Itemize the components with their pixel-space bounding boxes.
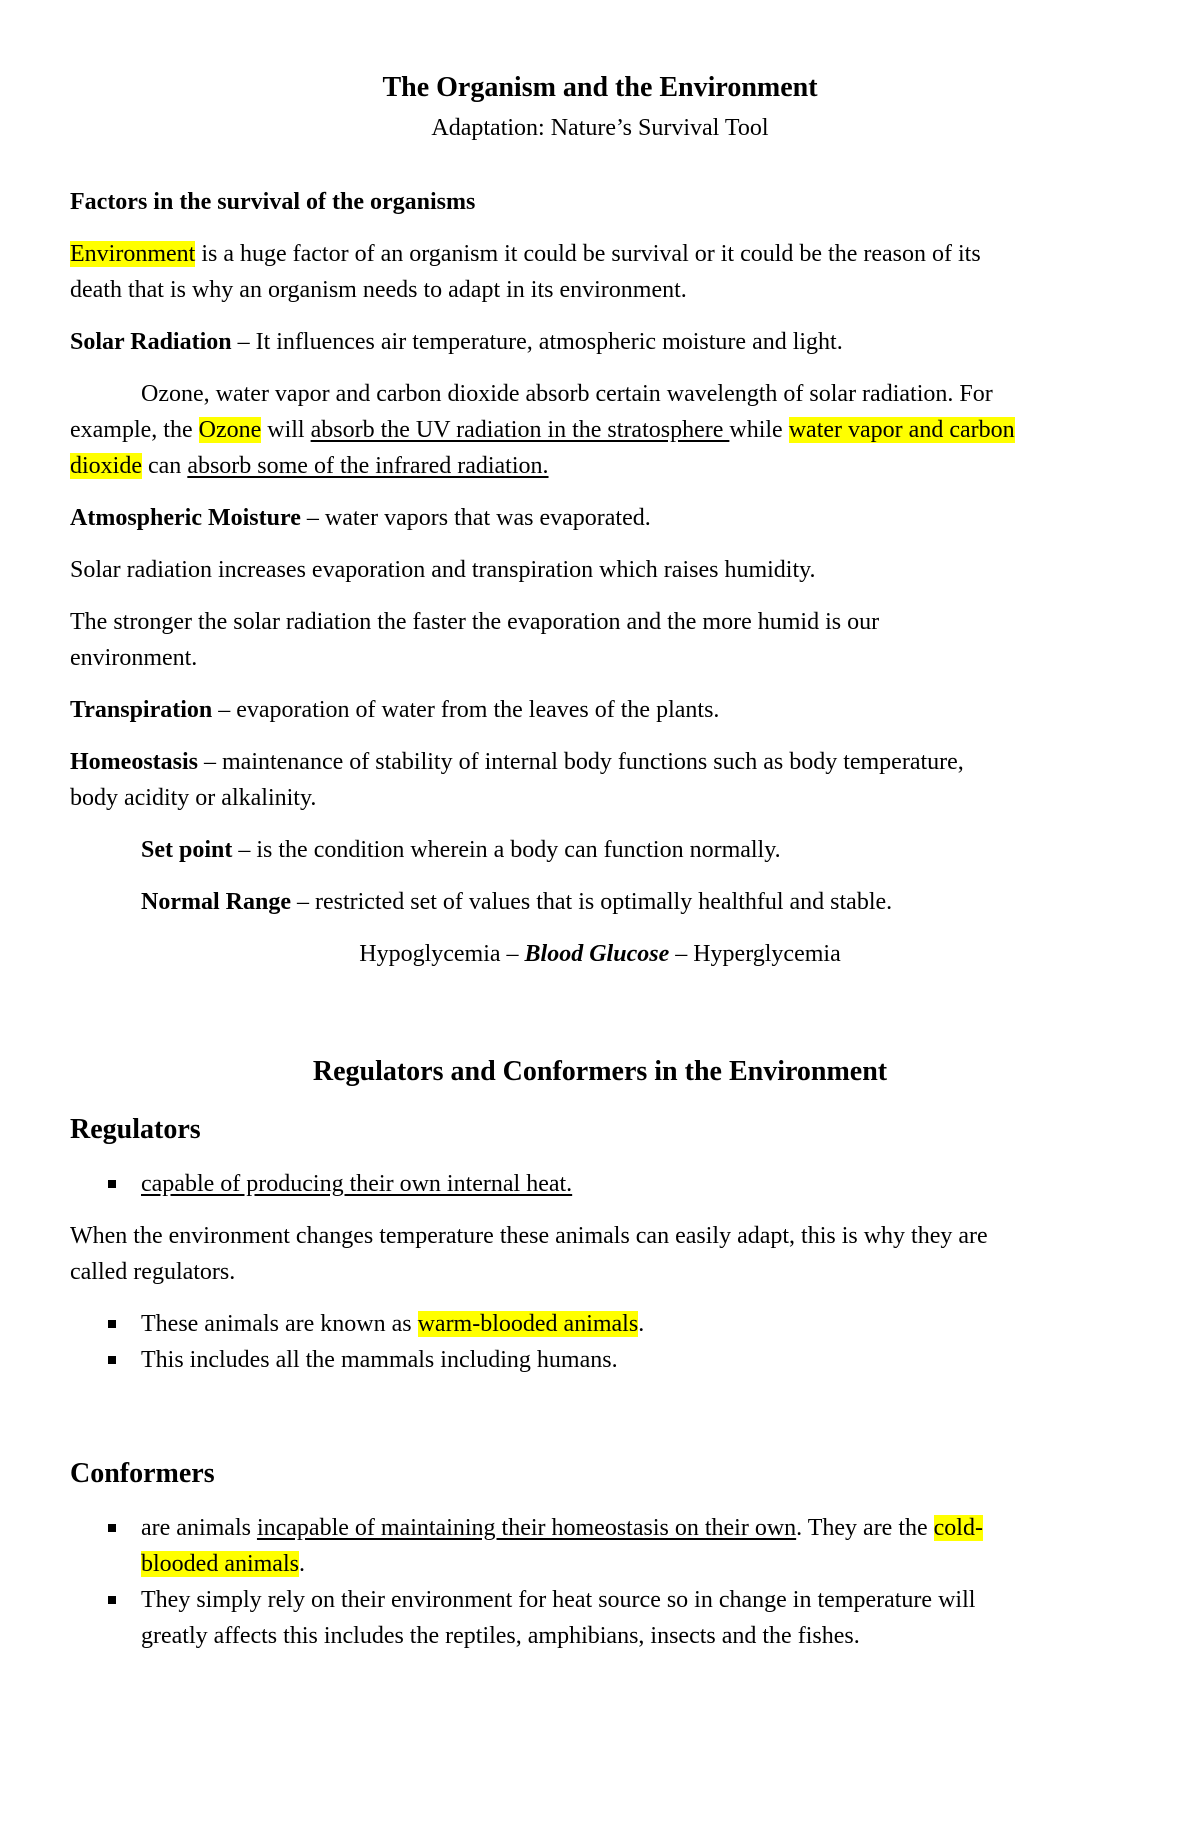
conformers-bullet-1-line-2 <box>141 1548 305 1580</box>
conformers-bullet-2-line-1: They simply rely on their environment for heat source so in change in temperature will <box>141 1587 976 1613</box>
ozone-line-3 <box>70 450 549 482</box>
set-point-text: – is the condition wherein a body can function normally. <box>232 837 781 863</box>
regulators-para-line-1: When the environment changes temperature these animals can easily adapt, this is why they are <box>70 1223 988 1249</box>
regulators-bullet-2-text-a: These animals are known as <box>141 1311 418 1337</box>
infrared-underline: absorb some of the infrared radiation. <box>187 453 549 479</box>
dioxide-highlight: dioxide <box>70 453 142 479</box>
conformers-bullet-1-text-a: are animals <box>141 1515 257 1541</box>
normal-range-line <box>141 886 892 918</box>
uv-underline: absorb the UV radiation in the stratosphere <box>310 417 730 443</box>
bullet-icon <box>108 1596 116 1604</box>
homeostasis-line-1 <box>70 746 964 778</box>
stronger-line-1: The stronger the solar radiation the faster the evaporation and the more humid is our <box>70 609 880 635</box>
ozone-line-2 <box>70 414 1015 446</box>
hypoglycemia-text: Hypoglycemia – <box>359 941 525 967</box>
homeostasis-line-2: body acidity or alkalinity. <box>70 785 317 811</box>
moisture-text: – water vapors that was evaporated. <box>300 505 651 531</box>
bullet-icon <box>108 1356 116 1364</box>
moisture-term: Atmospheric Moisture <box>70 505 301 531</box>
section-title-regulators-conformers: Regulators and Conformers in the Environment <box>312 1056 888 1087</box>
conformers-bullet-1-line-1 <box>141 1512 983 1544</box>
regulators-heading: Regulators <box>70 1114 201 1145</box>
solar-radiation-term: Solar Radiation <box>70 329 232 355</box>
glucose-line <box>0 938 1200 970</box>
regulators-bullet-1-text: capable of producing their own internal heat. <box>141 1171 573 1197</box>
water-vapor-highlight: water vapor and carbon <box>788 417 1015 443</box>
solar-radiation-line <box>70 326 843 358</box>
conformers-bullet-2-line-2: greatly affects this includes the reptiles, amphibians, insects and the fishes. <box>141 1623 860 1649</box>
document-title: The Organism and the Environment <box>382 72 818 103</box>
homeostasis-text: – maintenance of stability of internal body functions such as body temperature, <box>198 749 964 775</box>
environment-line-2: death that is why an organism needs to adapt in its environment. <box>70 277 687 303</box>
bullet-icon <box>108 1320 116 1328</box>
normal-range-term: Normal Range <box>141 889 291 915</box>
cold-highlight: cold- <box>933 1515 983 1541</box>
environment-text: is a huge factor of an organism it could be survival or it could be the reason of its <box>195 241 981 267</box>
normal-range-text: – restricted set of values that is optimally healthful and stable. <box>290 889 893 915</box>
set-point-term: Set point <box>141 837 233 863</box>
environment-term: Environment <box>70 241 196 267</box>
regulators-bullet-1 <box>141 1168 572 1200</box>
conformers-bullet-1-text-c: . <box>298 1551 305 1577</box>
environment-line-1 <box>70 238 981 270</box>
conformers-heading: Conformers <box>70 1458 215 1489</box>
bullet-icon <box>108 1180 116 1188</box>
regulators-bullet-2 <box>141 1308 644 1340</box>
ozone-text-d: can <box>142 453 188 479</box>
moisture-line <box>70 502 651 534</box>
homeostasis-term: Homeostasis <box>70 749 198 775</box>
stronger-line-2: environment. <box>70 645 198 671</box>
transpiration-line <box>70 694 719 726</box>
ozone-text-b: will <box>261 417 311 443</box>
transpiration-term: Transpiration <box>70 697 213 723</box>
ozone-text-c: while <box>729 417 789 443</box>
bullet-icon <box>108 1524 116 1532</box>
solar-evap-line: Solar radiation increases evaporation and transpiration which raises humidity. <box>70 557 816 583</box>
transpiration-text: – evaporation of water from the leaves of the plants. <box>212 697 720 723</box>
regulators-para-line-2: called regulators. <box>70 1259 236 1285</box>
incapable-underline: incapable of maintaining their homeostasis on their own <box>256 1515 797 1541</box>
conformers-bullet-1-text-b: . They are the <box>796 1515 934 1541</box>
blooded-animals-highlight: blooded animals <box>141 1551 299 1577</box>
factors-heading: Factors in the survival of the organisms <box>70 189 476 215</box>
blood-glucose-text: Blood Glucose <box>524 941 670 967</box>
ozone-highlight: Ozone <box>198 417 262 443</box>
ozone-text-a: example, the <box>70 417 199 443</box>
regulators-bullet-3: This includes all the mammals including humans. <box>141 1347 618 1373</box>
hyperglycemia-text: – Hyperglycemia <box>669 941 841 967</box>
regulators-bullet-2-text-b: . <box>638 1311 645 1337</box>
solar-radiation-text: – It influences air temperature, atmospheric moisture and light. <box>231 329 843 355</box>
ozone-line-1: Ozone, water vapor and carbon dioxide absorb certain wavelength of solar radiation. For <box>141 381 993 407</box>
warm-blooded-highlight: warm-blooded animals <box>417 1311 639 1337</box>
document-subtitle: Adaptation: Nature’s Survival Tool <box>431 115 769 141</box>
set-point-line <box>141 834 781 866</box>
